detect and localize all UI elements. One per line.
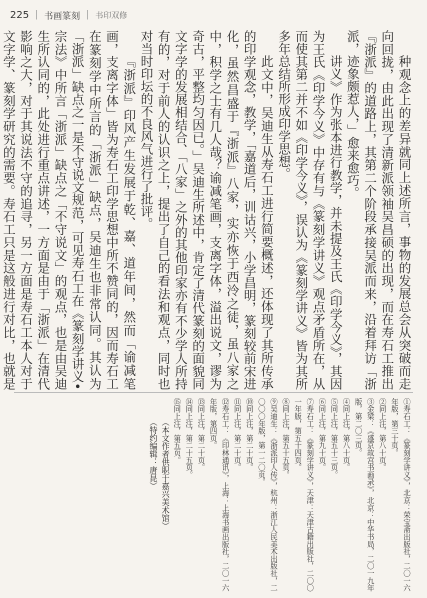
footnote: ⑦寿石工：《篆刻学讲义》，天津：天津古籍出版社，二〇〇一年版，第五十四页。 [294, 398, 316, 592]
body-text [1, 30, 413, 390]
footnote: ⑧同上注，第五十五页。 [282, 398, 292, 479]
footnote: ④同上注，第八十页。 [342, 398, 352, 471]
footnote: ②同上注，第八十页。 [378, 398, 388, 471]
footnote: ⑩同上注，第二十页。 [245, 398, 255, 471]
footnote: ①寿石工：《篆刻学讲义》，北京：荣宝斋出版社，二〇一六年版，第三十页。 [390, 398, 412, 592]
footnote-divider [14, 392, 413, 393]
paragraph: 此文中，吴迪生从寿石工进行简要概述，还体现了其所传承的印学观念，教学，「嘉道后，训诂兴，小学昌明，篆刻较前宋进化，虽然昌盛于『浙派』八家，实亦恢于西泠之徒，虽八家之中，积学之士有几人哉？谕减笔画，支离字体，溢出说文，谬为奇古，平整均匀因已。」吴迪生所述中，肯定了清代篆刻的面貌同文字学的发展相结合、「八家」之外的其他印家亦有不少学人所持有的，对于前人的认识之上，提出了自己的看法和观点，同时也对当时印坛的不良风气进行了批评。 [138, 30, 275, 390]
footnote: ⑭同上注，第二十五页。 [185, 398, 195, 479]
footnote: ⑫寿石工：《印林通讯》，上海：上海书画出版社，二〇一六年版，第四页。 [209, 398, 231, 592]
page-number: 225 [10, 9, 30, 21]
footnote: ⑨吴迪生：《浙派印人传》，杭州：浙江人民美术出版社，二〇〇〇年版，第一二〇页。 [257, 398, 279, 592]
paragraph: 『浙派』印风产生发展于乾、嘉、道年间，然而「谕减笔画，支离字体」皆为寿石工印学思想中所不赞同的，因而寿石工在篆刻学中所言的「浙派」缺点，吴迪生也非常认同。其认为「浙派」缺点之一是不守说文规范，可见寿石工在《篆刻学讲义•宗法》中所言「浙派」缺点之「不守说文」的观点，也是由吴迪生所认同的，此处进行重点讲述，一方面是由于「浙派」在清代影响之大，对于其说法不守的追寻，另一方面是寿石工本人对于文字学、篆刻学研究的需要。寿石工只是这般进行对比，也就是 [1, 30, 137, 390]
header-divider: | [35, 10, 39, 20]
paragraph: 种观念上的差异就同上述所言，事物的发展总会从突破而走向回拢，由此出现了清新派领袖吴昌硕的出现，而在寿石工推出『浙派』的道路上，其第二个阶段承接吴派而来，沿着拜访「浙派，迹象颇惹人，」愈来愈巧。 [345, 30, 412, 390]
running-header [0, 0, 427, 30]
header-divider-2: | [86, 10, 90, 20]
author-affiliation: （本文作者供职于嘉兴美术馆） [161, 418, 171, 530]
editor-credit: （特约编辑：唐昆） [149, 418, 159, 490]
footnote: ⑮同上注，第五页。 [173, 398, 183, 464]
footnote: ③金梁：《盛京故宫书画录》，北京：中华书局，二〇一九年版，第二〇三页。 [354, 398, 376, 592]
paragraph: 讲义》作为张本进行教学，并未提及王氏《印学今义》，其因为王氏《印学今义》中存有与《篆刻学讲义》观点矛盾所在，从而使其第二并不如《印学今义》，误认为《篆刻学讲义》皆为其所多年总结所形成印学思想。 [276, 30, 344, 390]
footnote: ⑬同上注，第二十页。 [197, 398, 207, 471]
footnote: ⑪同上注，第二十页。 [233, 398, 243, 471]
footnote: ⑥同上注，第九十页。 [318, 398, 328, 471]
footnotes [13, 398, 413, 594]
book-title: 书画篆刻 [44, 11, 81, 22]
footnote: ⑤同上注，第五十三页。 [330, 398, 340, 479]
section-title: 书印双修 [95, 10, 128, 20]
